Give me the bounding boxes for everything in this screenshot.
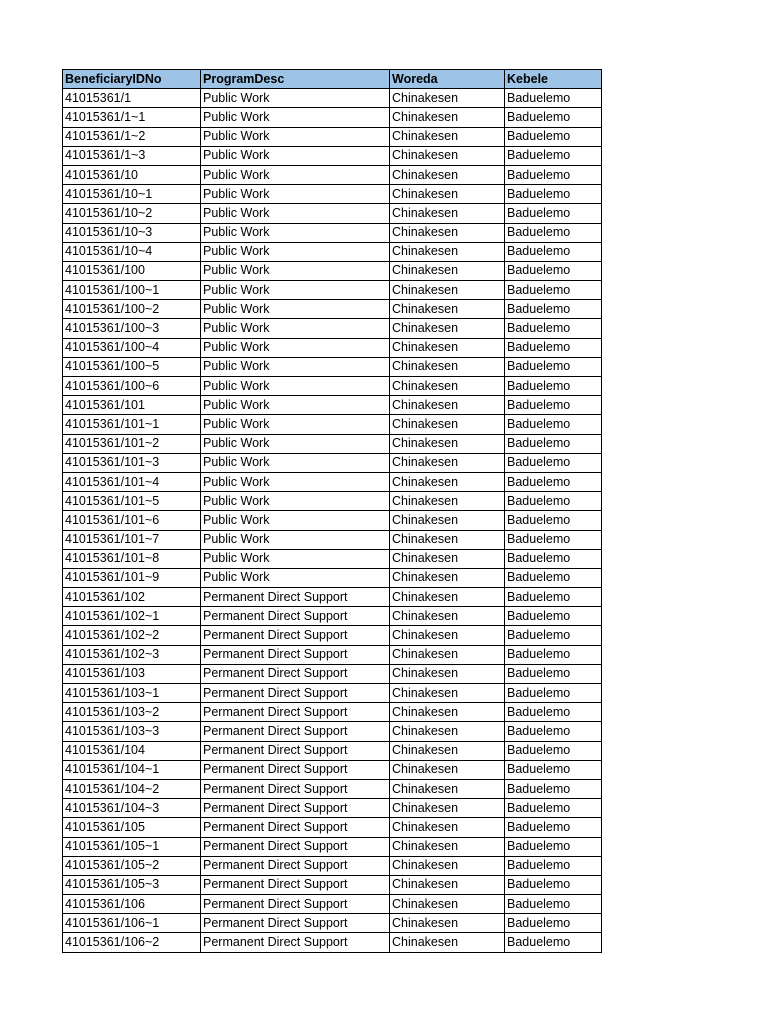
cell-program-desc[interactable]: Permanent Direct Support (201, 645, 390, 664)
cell-beneficiary-id[interactable]: 41015361/101~2 (63, 434, 201, 453)
table-row (63, 703, 602, 722)
cell-woreda[interactable]: Chinakesen (390, 281, 505, 300)
cell-program-desc[interactable]: Permanent Direct Support (201, 760, 390, 779)
cell-woreda[interactable]: Chinakesen (390, 664, 505, 683)
cell-woreda[interactable]: Chinakesen (390, 856, 505, 875)
cell-beneficiary-id[interactable]: 41015361/100~1 (63, 281, 201, 300)
cell-program-desc[interactable]: Permanent Direct Support (201, 818, 390, 837)
cell-woreda[interactable]: Chinakesen (390, 511, 505, 530)
cell-woreda[interactable]: Chinakesen (390, 89, 505, 108)
table-body (63, 89, 602, 952)
cell-program-desc[interactable]: Permanent Direct Support (201, 626, 390, 645)
table-row (63, 799, 602, 818)
header-program-desc[interactable]: ProgramDesc (201, 70, 390, 89)
cell-beneficiary-id[interactable]: 41015361/100~4 (63, 338, 201, 357)
cell-woreda[interactable]: Chinakesen (390, 607, 505, 626)
cell-program-desc[interactable]: Permanent Direct Support (201, 588, 390, 607)
cell-woreda[interactable]: Chinakesen (390, 645, 505, 664)
cell-beneficiary-id[interactable]: 41015361/101~3 (63, 453, 201, 472)
cell-kebele[interactable]: Baduelemo (505, 933, 602, 952)
header-woreda[interactable]: Woreda (390, 70, 505, 89)
cell-kebele[interactable]: Baduelemo (505, 645, 602, 664)
cell-program-desc[interactable]: Public Work (201, 434, 390, 453)
table-row (63, 588, 602, 607)
cell-beneficiary-id[interactable]: 41015361/100~6 (63, 377, 201, 396)
cell-kebele[interactable]: Baduelemo (505, 261, 602, 280)
table-row (63, 933, 602, 952)
cell-kebele[interactable]: Baduelemo (505, 300, 602, 319)
table-row (63, 837, 602, 856)
cell-kebele[interactable]: Baduelemo (505, 357, 602, 376)
table-row (63, 472, 602, 491)
cell-woreda[interactable]: Chinakesen (390, 799, 505, 818)
cell-program-desc[interactable]: Public Work (201, 338, 390, 357)
cell-woreda[interactable]: Chinakesen (390, 779, 505, 798)
beneficiary-table (62, 69, 602, 953)
cell-woreda[interactable]: Chinakesen (390, 127, 505, 146)
cell-woreda[interactable]: Chinakesen (390, 818, 505, 837)
cell-beneficiary-id[interactable]: 41015361/104~3 (63, 799, 201, 818)
cell-woreda[interactable]: Chinakesen (390, 319, 505, 338)
cell-beneficiary-id[interactable]: 41015361/10~3 (63, 223, 201, 242)
cell-beneficiary-id[interactable]: 41015361/10 (63, 165, 201, 184)
cell-program-desc[interactable]: Public Work (201, 319, 390, 338)
cell-kebele[interactable]: Baduelemo (505, 626, 602, 645)
table-row (63, 377, 602, 396)
cell-woreda[interactable]: Chinakesen (390, 242, 505, 261)
table-row (63, 779, 602, 798)
table-row (63, 319, 602, 338)
cell-program-desc[interactable]: Public Work (201, 415, 390, 434)
cell-beneficiary-id[interactable]: 41015361/104~2 (63, 779, 201, 798)
cell-program-desc[interactable]: Public Work (201, 281, 390, 300)
cell-beneficiary-id[interactable]: 41015361/100 (63, 261, 201, 280)
cell-woreda[interactable]: Chinakesen (390, 357, 505, 376)
header-kebele[interactable]: Kebele (505, 70, 602, 89)
cell-program-desc[interactable]: Public Work (201, 511, 390, 530)
cell-kebele[interactable]: Baduelemo (505, 664, 602, 683)
cell-kebele[interactable]: Baduelemo (505, 204, 602, 223)
cell-woreda[interactable]: Chinakesen (390, 108, 505, 127)
table-row (63, 185, 602, 204)
cell-kebele[interactable]: Baduelemo (505, 89, 602, 108)
table-row (63, 127, 602, 146)
table-row (63, 223, 602, 242)
cell-woreda[interactable]: Chinakesen (390, 741, 505, 760)
cell-beneficiary-id[interactable]: 41015361/1 (63, 89, 201, 108)
cell-program-desc[interactable]: Public Work (201, 185, 390, 204)
cell-kebele[interactable]: Baduelemo (505, 165, 602, 184)
cell-beneficiary-id[interactable]: 41015361/101~1 (63, 415, 201, 434)
table-row (63, 300, 602, 319)
cell-beneficiary-id[interactable]: 41015361/101~7 (63, 530, 201, 549)
cell-woreda[interactable]: Chinakesen (390, 568, 505, 587)
cell-beneficiary-id[interactable]: 41015361/106~2 (63, 933, 201, 952)
cell-beneficiary-id[interactable]: 41015361/100~3 (63, 319, 201, 338)
cell-beneficiary-id[interactable]: 41015361/103~2 (63, 703, 201, 722)
cell-woreda[interactable]: Chinakesen (390, 146, 505, 165)
cell-beneficiary-id[interactable]: 41015361/101~6 (63, 511, 201, 530)
cell-kebele[interactable]: Baduelemo (505, 568, 602, 587)
cell-woreda[interactable]: Chinakesen (390, 837, 505, 856)
cell-kebele[interactable]: Baduelemo (505, 722, 602, 741)
table-row (63, 396, 602, 415)
table-row (63, 492, 602, 511)
cell-beneficiary-id[interactable]: 41015361/1~3 (63, 146, 201, 165)
table-row (63, 415, 602, 434)
cell-program-desc[interactable]: Public Work (201, 127, 390, 146)
cell-beneficiary-id[interactable]: 41015361/101~9 (63, 568, 201, 587)
cell-kebele[interactable]: Baduelemo (505, 875, 602, 894)
cell-woreda[interactable]: Chinakesen (390, 415, 505, 434)
cell-beneficiary-id[interactable]: 41015361/105~1 (63, 837, 201, 856)
cell-beneficiary-id[interactable]: 41015361/101 (63, 396, 201, 415)
cell-program-desc[interactable]: Public Work (201, 146, 390, 165)
cell-program-desc[interactable]: Public Work (201, 242, 390, 261)
cell-woreda[interactable]: Chinakesen (390, 703, 505, 722)
table-row (63, 741, 602, 760)
cell-beneficiary-id[interactable]: 41015361/105~3 (63, 875, 201, 894)
cell-beneficiary-id[interactable]: 41015361/1~2 (63, 127, 201, 146)
table-row (63, 108, 602, 127)
cell-program-desc[interactable]: Public Work (201, 204, 390, 223)
table-row (63, 204, 602, 223)
cell-program-desc[interactable]: Permanent Direct Support (201, 914, 390, 933)
cell-program-desc[interactable]: Permanent Direct Support (201, 607, 390, 626)
cell-program-desc[interactable]: Public Work (201, 549, 390, 568)
cell-kebele[interactable]: Baduelemo (505, 108, 602, 127)
cell-program-desc[interactable]: Permanent Direct Support (201, 722, 390, 741)
table-row (63, 549, 602, 568)
cell-program-desc[interactable]: Public Work (201, 357, 390, 376)
cell-woreda[interactable]: Chinakesen (390, 722, 505, 741)
cell-program-desc[interactable]: Public Work (201, 108, 390, 127)
cell-kebele[interactable]: Baduelemo (505, 549, 602, 568)
table-row (63, 357, 602, 376)
cell-program-desc[interactable]: Public Work (201, 300, 390, 319)
cell-program-desc[interactable]: Public Work (201, 89, 390, 108)
cell-beneficiary-id[interactable]: 41015361/1~1 (63, 108, 201, 127)
cell-beneficiary-id[interactable]: 41015361/100~5 (63, 357, 201, 376)
cell-kebele[interactable]: Baduelemo (505, 856, 602, 875)
cell-kebele[interactable]: Baduelemo (505, 779, 602, 798)
table-row (63, 895, 602, 914)
cell-beneficiary-id[interactable]: 41015361/101~8 (63, 549, 201, 568)
table-row (63, 338, 602, 357)
table-row (63, 626, 602, 645)
cell-beneficiary-id[interactable]: 41015361/103 (63, 664, 201, 683)
table-row (63, 242, 602, 261)
cell-kebele[interactable]: Baduelemo (505, 741, 602, 760)
cell-woreda[interactable]: Chinakesen (390, 204, 505, 223)
cell-program-desc[interactable]: Public Work (201, 453, 390, 472)
table-row (63, 607, 602, 626)
cell-woreda[interactable]: Chinakesen (390, 760, 505, 779)
table-row (63, 146, 602, 165)
cell-woreda[interactable]: Chinakesen (390, 300, 505, 319)
cell-beneficiary-id[interactable]: 41015361/101~5 (63, 492, 201, 511)
cell-program-desc[interactable]: Permanent Direct Support (201, 799, 390, 818)
cell-woreda[interactable]: Chinakesen (390, 530, 505, 549)
cell-beneficiary-id[interactable]: 41015361/102~3 (63, 645, 201, 664)
cell-woreda[interactable]: Chinakesen (390, 933, 505, 952)
cell-woreda[interactable]: Chinakesen (390, 261, 505, 280)
cell-beneficiary-id[interactable]: 41015361/100~2 (63, 300, 201, 319)
cell-woreda[interactable]: Chinakesen (390, 875, 505, 894)
cell-woreda[interactable]: Chinakesen (390, 434, 505, 453)
cell-woreda[interactable]: Chinakesen (390, 684, 505, 703)
spreadsheet (62, 69, 602, 953)
cell-kebele[interactable]: Baduelemo (505, 703, 602, 722)
cell-woreda[interactable]: Chinakesen (390, 223, 505, 242)
cell-woreda[interactable]: Chinakesen (390, 453, 505, 472)
cell-kebele[interactable]: Baduelemo (505, 914, 602, 933)
table-row (63, 914, 602, 933)
cell-program-desc[interactable]: Permanent Direct Support (201, 703, 390, 722)
cell-beneficiary-id[interactable]: 41015361/101~4 (63, 472, 201, 491)
cell-woreda[interactable]: Chinakesen (390, 549, 505, 568)
table-row (63, 89, 602, 108)
cell-beneficiary-id[interactable]: 41015361/105~2 (63, 856, 201, 875)
table-row (63, 818, 602, 837)
cell-kebele[interactable]: Baduelemo (505, 338, 602, 357)
cell-program-desc[interactable]: Permanent Direct Support (201, 684, 390, 703)
cell-woreda[interactable]: Chinakesen (390, 588, 505, 607)
cell-program-desc[interactable]: Public Work (201, 530, 390, 549)
cell-program-desc[interactable]: Permanent Direct Support (201, 856, 390, 875)
table-row (63, 530, 602, 549)
cell-program-desc[interactable]: Public Work (201, 261, 390, 280)
cell-program-desc[interactable]: Permanent Direct Support (201, 741, 390, 760)
cell-kebele[interactable]: Baduelemo (505, 281, 602, 300)
cell-woreda[interactable]: Chinakesen (390, 472, 505, 491)
cell-woreda[interactable]: Chinakesen (390, 895, 505, 914)
cell-program-desc[interactable]: Public Work (201, 396, 390, 415)
cell-beneficiary-id[interactable]: 41015361/10~1 (63, 185, 201, 204)
cell-woreda[interactable]: Chinakesen (390, 626, 505, 645)
table-row (63, 453, 602, 472)
cell-kebele[interactable]: Baduelemo (505, 492, 602, 511)
cell-program-desc[interactable]: Public Work (201, 568, 390, 587)
cell-kebele[interactable]: Baduelemo (505, 818, 602, 837)
table-row (63, 722, 602, 741)
cell-woreda[interactable]: Chinakesen (390, 338, 505, 357)
table-row (63, 281, 602, 300)
cell-beneficiary-id[interactable]: 41015361/103~1 (63, 684, 201, 703)
cell-woreda[interactable]: Chinakesen (390, 396, 505, 415)
cell-woreda[interactable]: Chinakesen (390, 492, 505, 511)
table-row (63, 856, 602, 875)
cell-kebele[interactable]: Baduelemo (505, 242, 602, 261)
cell-beneficiary-id[interactable]: 41015361/102~2 (63, 626, 201, 645)
cell-program-desc[interactable]: Permanent Direct Support (201, 837, 390, 856)
cell-beneficiary-id[interactable]: 41015361/104~1 (63, 760, 201, 779)
table-row (63, 568, 602, 587)
table-row (63, 434, 602, 453)
table-row (63, 760, 602, 779)
cell-beneficiary-id[interactable]: 41015361/105 (63, 818, 201, 837)
cell-kebele[interactable]: Baduelemo (505, 472, 602, 491)
cell-beneficiary-id[interactable]: 41015361/102~1 (63, 607, 201, 626)
cell-beneficiary-id[interactable]: 41015361/102 (63, 588, 201, 607)
cell-kebele[interactable]: Baduelemo (505, 185, 602, 204)
cell-program-desc[interactable]: Public Work (201, 223, 390, 242)
cell-kebele[interactable]: Baduelemo (505, 146, 602, 165)
cell-kebele[interactable]: Baduelemo (505, 453, 602, 472)
cell-program-desc[interactable]: Permanent Direct Support (201, 779, 390, 798)
cell-program-desc[interactable]: Permanent Direct Support (201, 895, 390, 914)
header-beneficiary-id[interactable]: BeneficiaryIDNo (63, 70, 201, 89)
cell-kebele[interactable]: Baduelemo (505, 837, 602, 856)
cell-woreda[interactable]: Chinakesen (390, 377, 505, 396)
cell-beneficiary-id[interactable]: 41015361/10~2 (63, 204, 201, 223)
table-row (63, 165, 602, 184)
cell-kebele[interactable]: Baduelemo (505, 223, 602, 242)
cell-beneficiary-id[interactable]: 41015361/106 (63, 895, 201, 914)
table-row (63, 645, 602, 664)
cell-program-desc[interactable]: Public Work (201, 377, 390, 396)
table-row (63, 875, 602, 894)
cell-kebele[interactable]: Baduelemo (505, 511, 602, 530)
cell-program-desc[interactable]: Permanent Direct Support (201, 933, 390, 952)
cell-program-desc[interactable]: Public Work (201, 165, 390, 184)
cell-beneficiary-id[interactable]: 41015361/10~4 (63, 242, 201, 261)
cell-kebele[interactable]: Baduelemo (505, 377, 602, 396)
table-row (63, 684, 602, 703)
cell-kebele[interactable]: Baduelemo (505, 415, 602, 434)
cell-program-desc[interactable]: Public Work (201, 492, 390, 511)
table-row (63, 664, 602, 683)
cell-kebele[interactable]: Baduelemo (505, 127, 602, 146)
table-row (63, 261, 602, 280)
cell-kebele[interactable]: Baduelemo (505, 588, 602, 607)
cell-kebele[interactable]: Baduelemo (505, 684, 602, 703)
table-row (63, 511, 602, 530)
cell-beneficiary-id[interactable]: 41015361/104 (63, 741, 201, 760)
cell-program-desc[interactable]: Permanent Direct Support (201, 875, 390, 894)
cell-program-desc[interactable]: Public Work (201, 472, 390, 491)
cell-program-desc[interactable]: Permanent Direct Support (201, 664, 390, 683)
cell-kebele[interactable]: Baduelemo (505, 607, 602, 626)
cell-woreda[interactable]: Chinakesen (390, 185, 505, 204)
cell-kebele[interactable]: Baduelemo (505, 799, 602, 818)
cell-kebele[interactable]: Baduelemo (505, 434, 602, 453)
cell-kebele[interactable]: Baduelemo (505, 895, 602, 914)
cell-kebele[interactable]: Baduelemo (505, 530, 602, 549)
cell-beneficiary-id[interactable]: 41015361/103~3 (63, 722, 201, 741)
header-row (63, 70, 602, 89)
cell-kebele[interactable]: Baduelemo (505, 760, 602, 779)
cell-kebele[interactable]: Baduelemo (505, 319, 602, 338)
cell-woreda[interactable]: Chinakesen (390, 165, 505, 184)
cell-beneficiary-id[interactable]: 41015361/106~1 (63, 914, 201, 933)
cell-woreda[interactable]: Chinakesen (390, 914, 505, 933)
cell-kebele[interactable]: Baduelemo (505, 396, 602, 415)
